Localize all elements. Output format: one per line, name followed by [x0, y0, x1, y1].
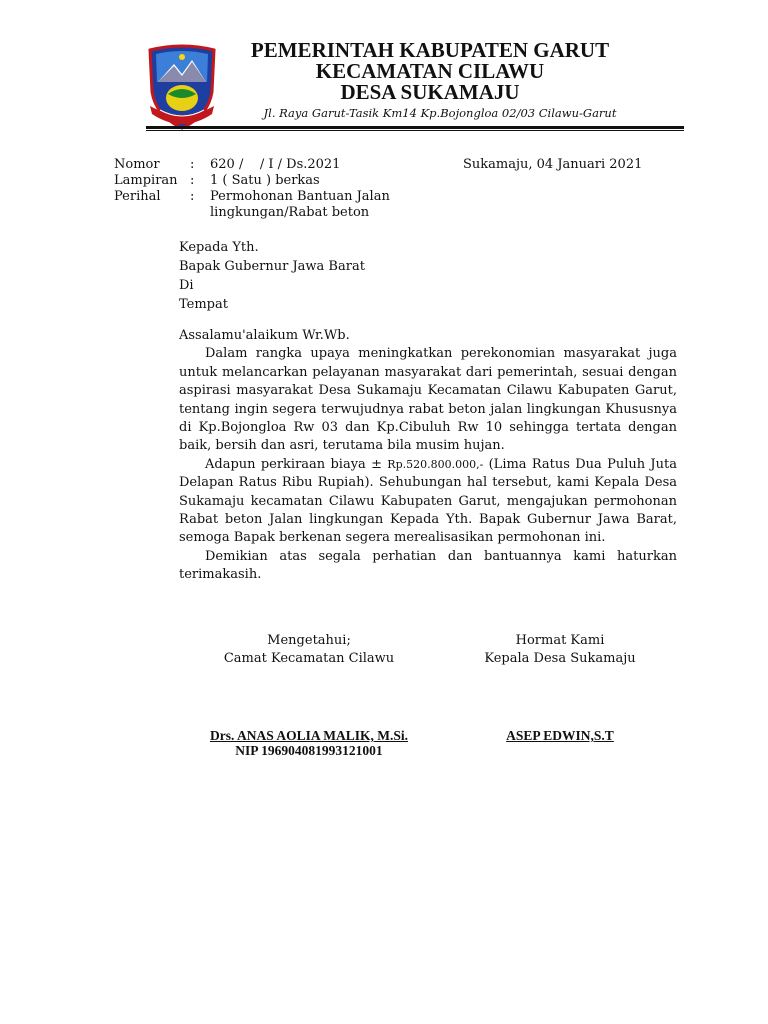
meta-colon: :: [190, 189, 195, 204]
meta-lampiran-value: 1 ( Satu ) berkas: [210, 173, 320, 188]
paragraph-1: Dalam rangka upaya meningkatkan perekonomian masyarakat juga untuk melancarkan pelayanan masyarakat dari pemerintah, sesuai dengan aspirasi masyarakat Desa Sukamaju Kecamatan Cilawu Kabupaten Garut, tentang ingin segera terwujudnya rabat beton jalan lingkungan Khususnya di Kp.Bojongloa Rw 03 dan Kp.Cibuluh Rw 10 sehingga tertata dengan baik, bersih dan asri, terutama bila musim hujan.: [179, 346, 677, 454]
paragraph-3: Demikian atas segala perhatian dan bantuannya kami haturkan terimakasih.: [179, 548, 677, 583]
addressee-line: Bapak Gubernur Jawa Barat: [179, 259, 365, 274]
signature-left-title: Camat Kecamatan Cilawu: [223, 651, 395, 666]
addressee-block: [179, 238, 365, 314]
meta-colon: :: [190, 157, 195, 172]
paragraph-2-part-b: (Lima Ratus Dua Puluh Juta Delapan Ratus Ribu Rupiah). Sehubungan hal tersebut, kami Kepala Desa Sukamaju kecamatan Cilawu Kabupaten Garut, mengajukan permohonan Rabat beton Jalan lingkungan Kepada Yth. Bapak Gubernur Jawa Barat, semoga Bapak berkenan segera merealisasikan permohonan ini.: [179, 456, 677, 546]
meta-perihal-value-line1: Permohonan Bantuan Jalan: [210, 189, 390, 204]
letterhead-government: PEMERINTAH KABUPATEN GARUT: [250, 38, 610, 62]
letterhead-district: KECAMATAN CILAWU: [315, 59, 545, 83]
meta-colon: :: [190, 173, 195, 188]
letterhead: [230, 40, 630, 120]
signature-left-caption: Mengetahui;: [267, 633, 351, 648]
letter-meta: [114, 157, 450, 221]
meta-perihal-row: [114, 189, 450, 221]
meta-nomor-label: Nomor: [114, 157, 160, 172]
paragraph-2-part-a: Adapun perkiraan biaya ±: [205, 456, 388, 472]
signatory-left-nip: NIP 196904081993121001: [235, 743, 383, 758]
meta-perihal-value-line2: lingkungan/Rabat beton: [210, 205, 370, 220]
letterhead-rule-thin: [146, 130, 684, 131]
cost-amount: Rp.520.800.000,-: [387, 457, 484, 471]
letterhead-address: Jl. Raya Garut-Tasik Km14 Kp.Bojongloa 02/03 Cilawu-Garut: [263, 106, 617, 120]
letter-body: [179, 327, 677, 585]
garut-regency-crest-icon: [146, 44, 218, 130]
meta-nomor-row: [114, 157, 450, 173]
signature-right-title: Kepala Desa Sukamaju: [484, 651, 636, 666]
signature-right-caption: Hormat Kami: [515, 633, 605, 648]
meta-perihal-label: Perihal: [114, 189, 161, 204]
addressee-line: Tempat: [179, 297, 228, 312]
signature-right-block: [460, 632, 660, 668]
letter-date: Sukamaju, 04 Januari 2021: [463, 157, 643, 172]
addressee-line: Kepada Yth.: [179, 240, 259, 255]
meta-perihal-value: [210, 189, 450, 221]
signatory-left-name: Drs. ANAS AOLIA MALIK, M.Si.: [209, 728, 409, 743]
signature-left-block: [200, 632, 418, 668]
signatory-left: [196, 728, 422, 758]
letterhead-village: DESA SUKAMAJU: [340, 80, 520, 104]
meta-lampiran-label: Lampiran: [114, 173, 178, 188]
meta-lampiran-row: [114, 173, 450, 189]
paragraph-2: [179, 456, 677, 548]
signatory-right-name: ASEP EDWIN,S.T: [506, 728, 614, 743]
addressee-line: Di: [179, 278, 194, 293]
letterhead-rule-thick: [146, 126, 684, 129]
meta-nomor-value: 620 / / I / Ds.2021: [210, 157, 341, 172]
greeting: Assalamu'alaikum Wr.Wb.: [179, 328, 350, 343]
